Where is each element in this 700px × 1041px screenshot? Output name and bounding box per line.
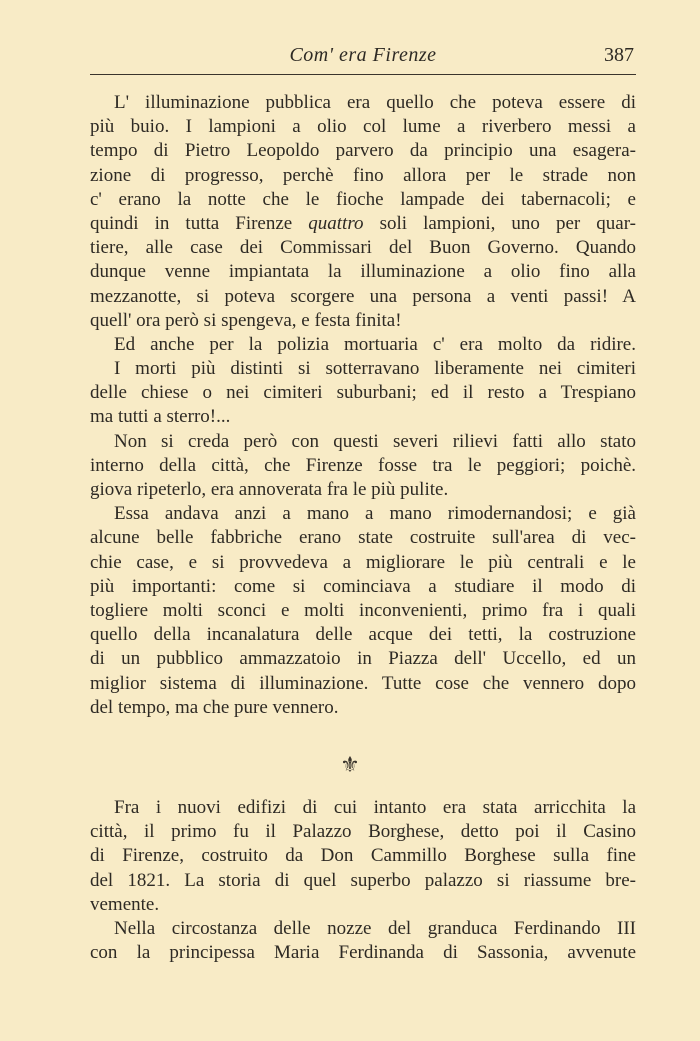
text-line xyxy=(90,917,636,941)
text-line xyxy=(90,869,636,893)
italic-text: quattro xyxy=(308,212,364,234)
page-number: 387 xyxy=(604,44,634,66)
text-line xyxy=(90,357,636,381)
text-run: soli lampioni, uno per quar- xyxy=(363,212,636,234)
text-run: più buio. I lampioni a olio col lume a riverbero messi a xyxy=(90,116,636,138)
fleur-de-lis-ornament: ⚜ xyxy=(340,752,360,777)
text-run: Fra i nuovi edifizi di cui intanto era stata arricchita la xyxy=(114,797,636,818)
body-text-section-2 xyxy=(90,796,636,965)
text-run: quindi in tutta Firenze xyxy=(90,212,309,234)
text-line xyxy=(90,405,636,429)
text-line xyxy=(90,551,636,575)
text-run: interno della città, che Firenze fosse tra le peggiori; poichè. xyxy=(90,454,636,476)
text-run: mezzanotte, si poteva scorgere una persona a venti passi! A xyxy=(90,285,636,307)
text-run: del tempo, ma che pure vennero. xyxy=(90,696,339,718)
text-line xyxy=(90,599,636,623)
text-run: delle chiese o nei cimiteri suburbani; ed il resto a Trespiano xyxy=(90,382,636,404)
text-run: tempo di Pietro Leopoldo parvero da principio una esagera- xyxy=(90,140,636,162)
text-line xyxy=(90,502,636,526)
text-run: di Firenze, costruito da Don Cammillo Borghese sulla fine xyxy=(90,845,636,867)
text-line xyxy=(90,844,636,868)
text-run: Nella circostanza delle nozze del granduca Ferdinando III xyxy=(114,917,636,939)
text-line xyxy=(90,139,636,163)
text-line xyxy=(90,796,636,820)
text-line xyxy=(90,526,636,550)
text-line xyxy=(90,696,636,720)
text-line xyxy=(90,309,636,333)
text-line xyxy=(90,623,636,647)
text-line xyxy=(90,236,636,260)
text-line xyxy=(90,820,636,844)
text-run: ma tutti a sterro!... xyxy=(90,406,231,428)
text-run: zione di progresso, perchè fino allora per le strade non xyxy=(90,164,636,186)
text-line xyxy=(90,212,636,236)
text-run: quello della incanalatura delle acque dei tetti, la costruzione xyxy=(90,624,636,646)
text-run: alcune belle fabbriche erano state costruite sull'area di vec- xyxy=(90,527,636,549)
body-text-section-1 xyxy=(90,91,636,720)
text-run: togliere molti sconci e molti inconvenienti, primo fra i quali xyxy=(90,599,636,621)
text-run: c' erano la notte che le fioche lampade dei tabernacoli; e xyxy=(90,188,636,210)
text-line xyxy=(90,285,636,309)
text-line xyxy=(90,333,636,357)
text-line xyxy=(90,91,636,115)
text-run: Ed anche per la polizia mortuaria c' era molto da ridire. xyxy=(114,333,636,355)
text-line xyxy=(90,647,636,671)
text-run: Non si creda però con questi severi rilievi fatti allo stato xyxy=(114,430,636,452)
text-run: chie case, e si provvedeva a migliorare le più centrali e le xyxy=(90,551,636,573)
text-line xyxy=(90,164,636,188)
text-run: città, il primo fu il Palazzo Borghese, detto poi il Casino xyxy=(90,821,636,843)
text-run: giova ripeterlo, era annoverata fra le più pulite. xyxy=(90,479,449,500)
text-line xyxy=(90,430,636,454)
text-run: vemente. xyxy=(90,893,160,915)
text-line xyxy=(90,260,636,284)
text-run: tiere, alle case dei Commissari del Buon Governo. Quando xyxy=(90,237,636,259)
text-line xyxy=(90,188,636,212)
text-run: più importanti: come si cominciava a studiare il modo di xyxy=(90,575,636,597)
text-line xyxy=(90,672,636,696)
text-line xyxy=(90,454,636,478)
text-run: Essa andava anzi a mano a mano rimodernandosi; e già xyxy=(114,503,636,525)
text-line xyxy=(90,478,636,502)
text-run: con la principessa Maria Ferdinanda di Sassonia, avvenute xyxy=(90,942,636,964)
text-run: miglior sistema di illuminazione. Tutte cose che vennero dopo xyxy=(90,672,636,694)
text-run: di un pubblico ammazzatoio in Piazza dell' Uccello, ed un xyxy=(90,648,636,670)
text-line xyxy=(90,381,636,405)
text-run: I morti più distinti si sotterravano liberamente nei cimiteri xyxy=(114,358,636,380)
text-line xyxy=(90,575,636,599)
text-line xyxy=(90,115,636,139)
running-head xyxy=(90,40,636,75)
text-line xyxy=(90,941,636,965)
text-line xyxy=(90,893,636,917)
running-title: Com' era Firenze xyxy=(289,44,437,66)
text-run: dunque venne impiantata la illuminazione a olio fino alla xyxy=(90,261,636,283)
text-run: quell' ora però si spengeva, e festa finita! xyxy=(90,309,402,331)
text-run: L' illuminazione pubblica era quello che poteva essere di xyxy=(114,92,636,113)
text-run: del 1821. La storia di quel superbo palazzo si riassume bre- xyxy=(90,869,636,891)
